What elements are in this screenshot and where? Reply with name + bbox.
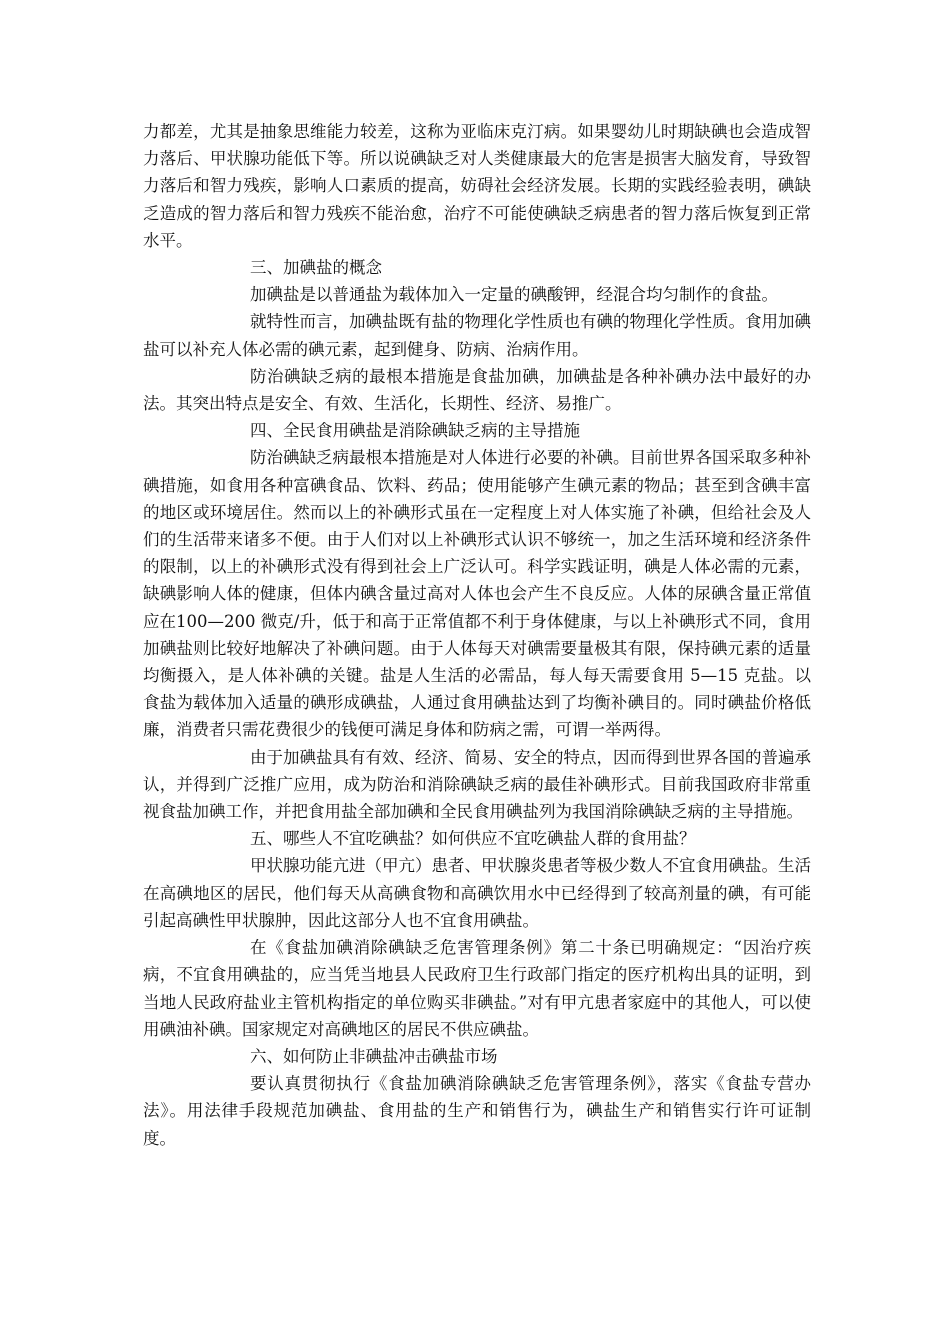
paragraph: 加碘盐是以普通盐为载体加入一定量的碘酸钾，经混合均匀制作的食盐。	[250, 285, 778, 305]
section-heading-6: 六、如何防止非碘盐冲击碘盐市场	[250, 1046, 498, 1066]
paragraph: 要认真贯彻执行《食盐加碘消除碘缺乏危害管理条例》，落实《食盐专营办法》。用法律手段规范加碘盐、食用盐的生产和销售行为，碘盐生产和销售实行许可证制度。	[143, 1074, 811, 1148]
paragraph: 在《食盐加碘消除碘缺乏危害管理条例》第二十条已明确规定：“因治疗疾病，不宜食用碘盐的，应当凭当地县人民政府卫生行政部门指定的医疗机构出具的证明，到当地人民政府盐业主管机构指定的单位购买非碘盐。”对有甲亢患者家庭中的其他人，可以使用碘油补碘。国家规定对高碘地区的居民不供应碘盐。	[143, 938, 811, 1039]
paragraph: 甲状腺功能亢进（甲亢）患者、甲状腺炎患者等极少数人不宜食用碘盐。生活在高碘地区的居民，他们每天从高碘食物和高碘饮用水中已经得到了较高剂量的碘，有可能引起高碘性甲状腺肿，因此这部分人也不宜食用碘盐。	[143, 856, 811, 930]
paragraph: 防治碘缺乏病最根本措施是对人体进行必要的补碘。目前世界各国采取多种补碘措施，如食用各种富碘食品、饮料、药品；使用能够产生碘元素的物品；甚至到含碘丰富的地区或环境居住。然而以上的补碘形式虽在一定程度上对人体实施了补碘，但给社会及人们的生活带来诸多不便。由于人们对以上补碘形式认识不够统一，加之生活环境和经济条件的限制，以上的补碘形式没有得到社会上广泛认可。科学实践证明，碘是人体必需的元素，缺碘影响人体的健康，但体内碘含量过高对人体也会产生不良反应。人体的尿碘含量正常值应在100—200 微克/升，低于和高于正常值都不利于身体健康，与以上补碘形式不同，食用加碘盐则比较好地解决了补碘问题。由于人体每天对碘需要量极其有限，保持碘元素的适量均衡摄入，是人体补碘的关键。盐是人生活的必需品，每人每天需要食用 5—15 克盐。以食盐为载体加入适量的碘形成碘盐，人通过食用碘盐达到了均衡补碘目的。同时碘盐价格低廉，消费者只需花费很少的钱便可满足身体和防病之需，可谓一举两得。	[143, 448, 811, 740]
paragraph: 就特性而言，加碘盐既有盐的物理化学性质也有碘的物理化学性质。食用加碘盐可以补充人体必需的碘元素，起到健身、防病、治病作用。	[143, 312, 811, 359]
paragraph: 由于加碘盐具有有效、经济、简易、安全的特点，因而得到世界各国的普遍承认，并得到广泛推广应用，成为防治和消除碘缺乏病的最佳补碘形式。目前我国政府非常重视食盐加碘工作，并把食用盐全部加碘和全民食用碘盐列为我国消除碘缺乏病的主导措施。	[143, 747, 811, 822]
section-heading-4: 四、全民食用碘盐是消除碘缺乏病的主导措施	[250, 421, 580, 441]
paragraph-intro-continuation: 力都差，尤其是抽象思维能力较差，这称为亚临床克汀病。如果婴幼儿时期缺碘也会造成智力落后、甲状腺功能低下等。所以说碘缺乏对人类健康最大的危害是损害大脑发育，导致智力落后和智力残疾，影响人口素质的提高，妨碍社会经济发展。长期的实践经验表明，碘缺乏造成的智力落后和智力残疾不能治愈，治疗不可能使碘缺乏病患者的智力落后恢复到正常水平。	[143, 122, 811, 250]
section-heading-3: 三、加碘盐的概念	[250, 258, 382, 278]
section-heading-5: 五、哪些人不宜吃碘盐？如何供应不宜吃碘盐人群的食用盐？	[250, 829, 696, 849]
document-body	[143, 118, 811, 1152]
paragraph: 防治碘缺乏病的最根本措施是食盐加碘，加碘盐是各种补碘办法中最好的办法。其突出特点是安全、有效、生活化，长期性、经济、易推广。	[143, 366, 811, 414]
